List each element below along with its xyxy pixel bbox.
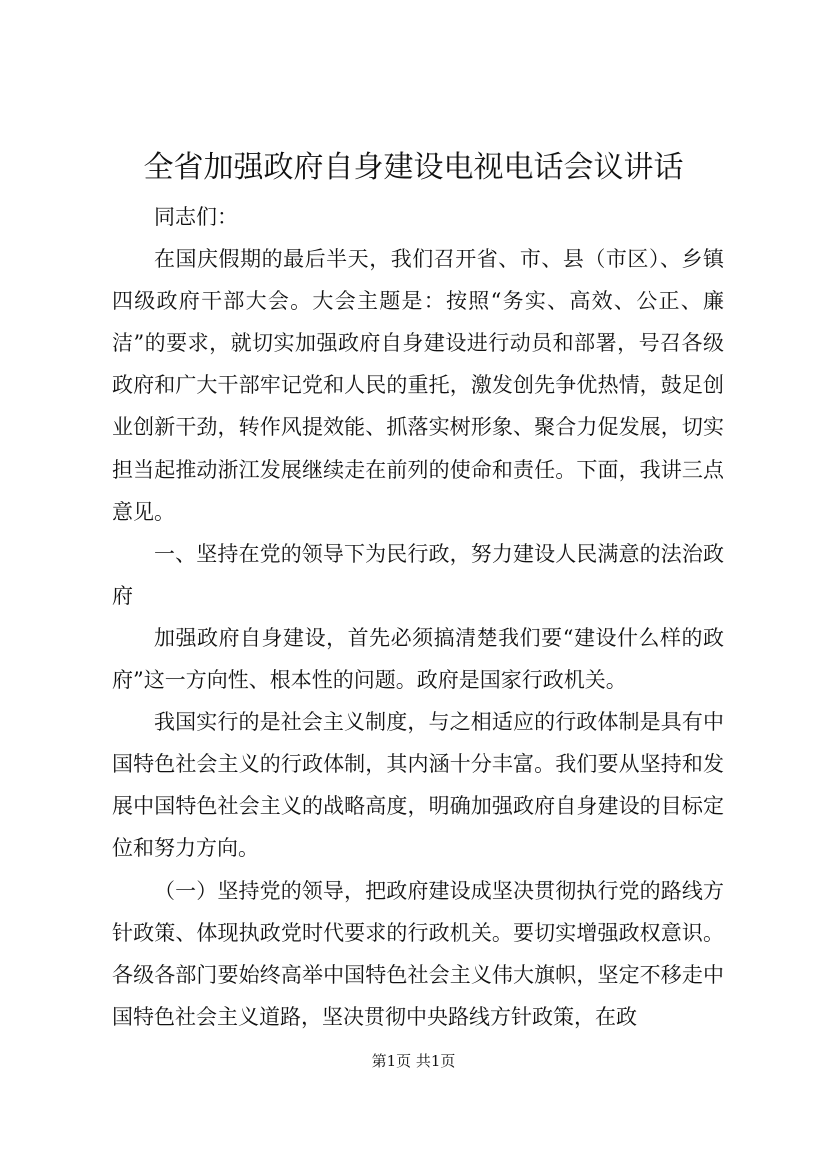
body-paragraph: 加强政府自身建设，首先必须搞清楚我们要“建设什么样的政府”这一方向性、根本性的问题。政府是国家行政机关。 xyxy=(112,625,724,693)
body-paragraph: 我国实行的是社会主义制度，与之相适应的行政体制是具有中国特色社会主义的行政体制，其内涵十分丰富。我们要从坚持和发展中国特色社会主义的战略高度，明确加强政府自身建设的目标定位和努力方向。 xyxy=(112,710,724,861)
page-footer: 第1页 共1页 xyxy=(371,1052,456,1070)
document-body xyxy=(112,196,724,1038)
section-heading-1: 一、坚持在党的领导下为民行政，努力建设人民满意的法治政府 xyxy=(112,541,724,608)
salutation-paragraph: 同志们： xyxy=(154,205,238,229)
document-title: 全省加强政府自身建设电视电话会议讲话 xyxy=(143,150,684,185)
intro-paragraph: 在国庆假期的最后半天，我们召开省、市、县（市区）、乡镇四级政府干部大会。大会主题是：按照“务实、高效、公正、廉洁”的要求，就切实加强政府自身建设进行动员和部署，号召各级政府和广大干部牢记党和人民的重托，激发创先争优热情，鼓足创业创新干劲，转作风提效能、抓落实树形象、聚合力促发展，切实担当起推动浙江发展继续走在前列的使命和责任。下面，我讲三点意见。 xyxy=(112,247,724,524)
subsection-paragraph-1: （一）坚持党的领导，把政府建设成坚决贯彻执行党的路线方针政策、体现执政党时代要求的行政机关。要切实增强政权意识。各级各部门要始终高举中国特色社会主义伟大旗帜，坚定不移走中国特色社会主义道路，坚决贯彻中央路线方针政策，在政 xyxy=(112,878,724,1029)
